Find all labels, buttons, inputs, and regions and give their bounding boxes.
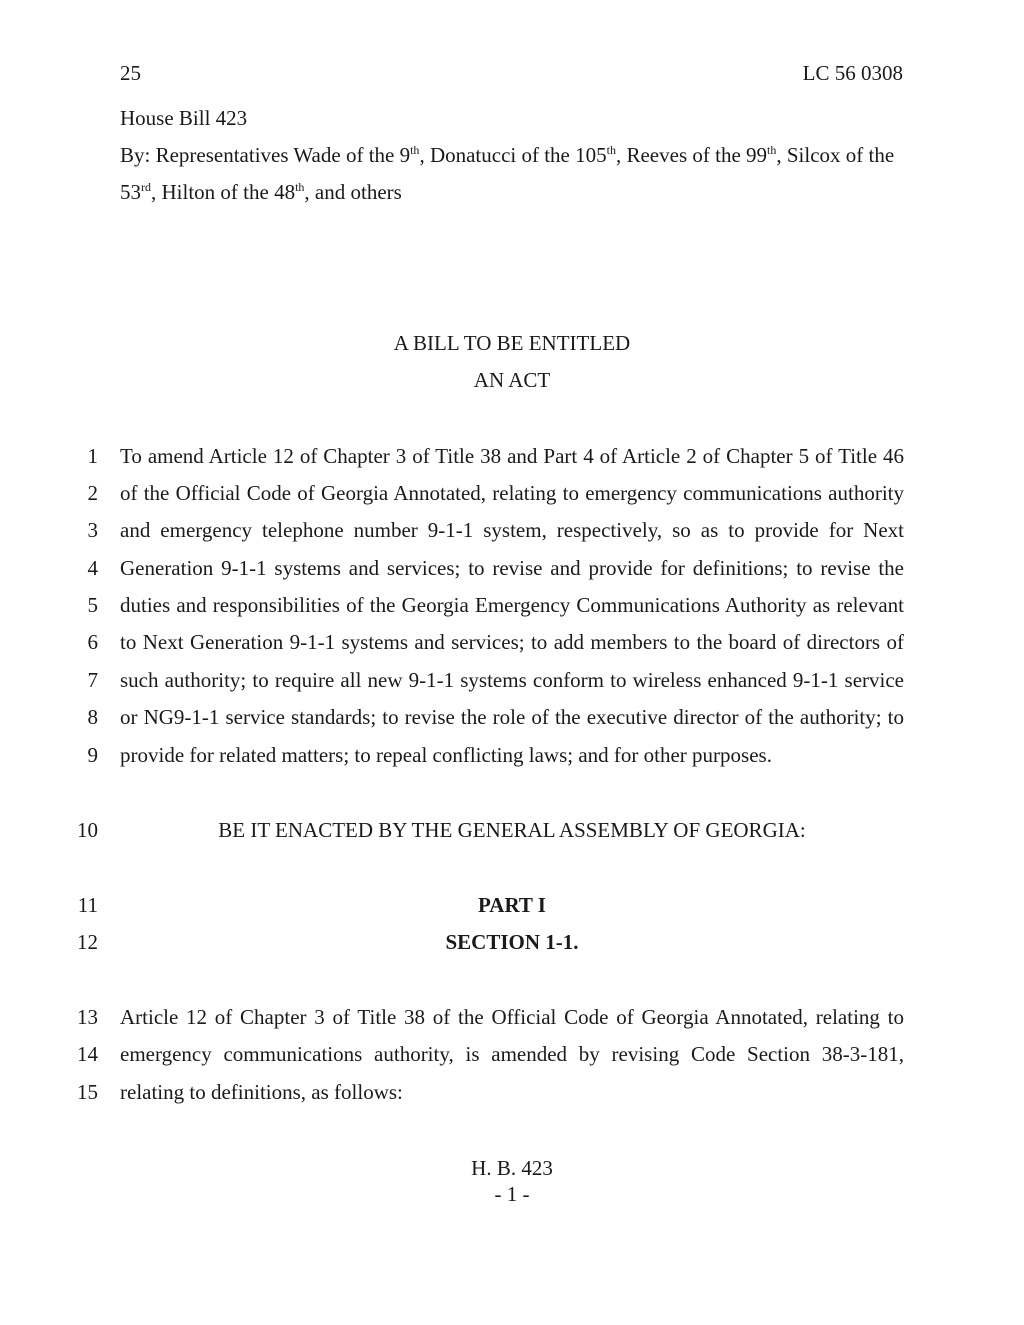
sponsor-text: 53 — [120, 180, 141, 204]
line-number: 15 — [77, 1080, 98, 1104]
sponsor-text: , Silcox of the — [776, 143, 895, 167]
line-number: 7 — [87, 668, 98, 692]
bill-title: House Bill 423 — [120, 106, 248, 130]
line-number: 8 — [87, 705, 98, 729]
bill-text-line: of the Official Code of Georgia Annotated, relating to emergency communications authority — [120, 481, 904, 505]
sponsor-text: , Hilton of the 48 — [151, 180, 296, 204]
ordinal-suffix: th — [767, 143, 777, 157]
bill-text-line: To amend Article 12 of Chapter 3 of Title 38 and Part 4 of Article 2 of Chapter 5 of Title 46 — [120, 444, 904, 468]
bill-heading-line-1: A BILL TO BE ENTITLED — [393, 331, 631, 355]
line-number: 9 — [87, 743, 98, 767]
footer-page-number: - 1 - — [494, 1182, 530, 1206]
line-number: 3 — [87, 518, 98, 542]
bill-text-line: such authority; to require all new 9-1-1 systems conform to wireless enhanced 9-1-1 service — [120, 668, 904, 692]
bill-text-line: or NG9-1-1 service standards; to revise the role of the executive director of the authority; to — [120, 705, 904, 729]
sponsor-text: , and others — [304, 180, 402, 204]
line-number: 1 — [87, 444, 98, 468]
ordinal-suffix: th — [295, 180, 305, 194]
bill-text-line: Article 12 of Chapter 3 of Title 38 of the Official Code of Georgia Annotated, relating to — [120, 1005, 904, 1029]
sponsor-text: By: Representatives Wade of the 9 — [120, 143, 411, 167]
bill-text-line: to Next Generation 9-1-1 systems and services; to add members to the board of directors of — [120, 630, 904, 654]
bill-text-line: emergency communications authority, is amended by revising Code Section 38-3-181, — [120, 1042, 904, 1066]
line-number: 14 — [77, 1042, 98, 1066]
bill-text-line: Generation 9-1-1 systems and services; to revise and provide for definitions; to revise the — [120, 556, 904, 580]
line-number: 12 — [77, 930, 98, 954]
ordinal-suffix: rd — [141, 180, 151, 194]
part-heading: PART I — [478, 893, 546, 917]
sponsor-text: , Reeves of the 99 — [615, 143, 768, 167]
line-number: 5 — [87, 593, 98, 617]
lc-code: LC 56 0308 — [802, 61, 903, 85]
sponsors-line-1 — [120, 145, 904, 166]
bill-text-line: and emergency telephone number 9-1-1 system, respectively, so as to provide for Next — [120, 518, 904, 542]
bill-heading-line-2: AN ACT — [473, 368, 551, 392]
sponsor-text: , Donatucci of the 105 — [419, 143, 607, 167]
line-number: 11 — [77, 893, 98, 917]
bill-text-line-last: relating to definitions, as follows: — [120, 1080, 403, 1104]
page-ref-number: 25 — [120, 61, 141, 85]
line-number: 6 — [87, 630, 98, 654]
line-number: 4 — [87, 556, 98, 580]
footer-bill-ref: H. B. 423 — [471, 1156, 553, 1180]
bill-text-line-last: provide for related matters; to repeal conflicting laws; and for other purposes. — [120, 743, 772, 767]
sponsors-line-2 — [120, 182, 904, 203]
line-number: 13 — [77, 1005, 98, 1029]
section-heading: SECTION 1-1. — [445, 930, 579, 954]
line-number: 10 — [77, 818, 98, 842]
line-number: 2 — [87, 481, 98, 505]
bill-text-line: duties and responsibilities of the Georgia Emergency Communications Authority as relevant — [120, 593, 904, 617]
ordinal-suffix: th — [606, 143, 616, 157]
ordinal-suffix: th — [410, 143, 420, 157]
enacting-clause: BE IT ENACTED BY THE GENERAL ASSEMBLY OF GEORGIA: — [218, 818, 806, 842]
